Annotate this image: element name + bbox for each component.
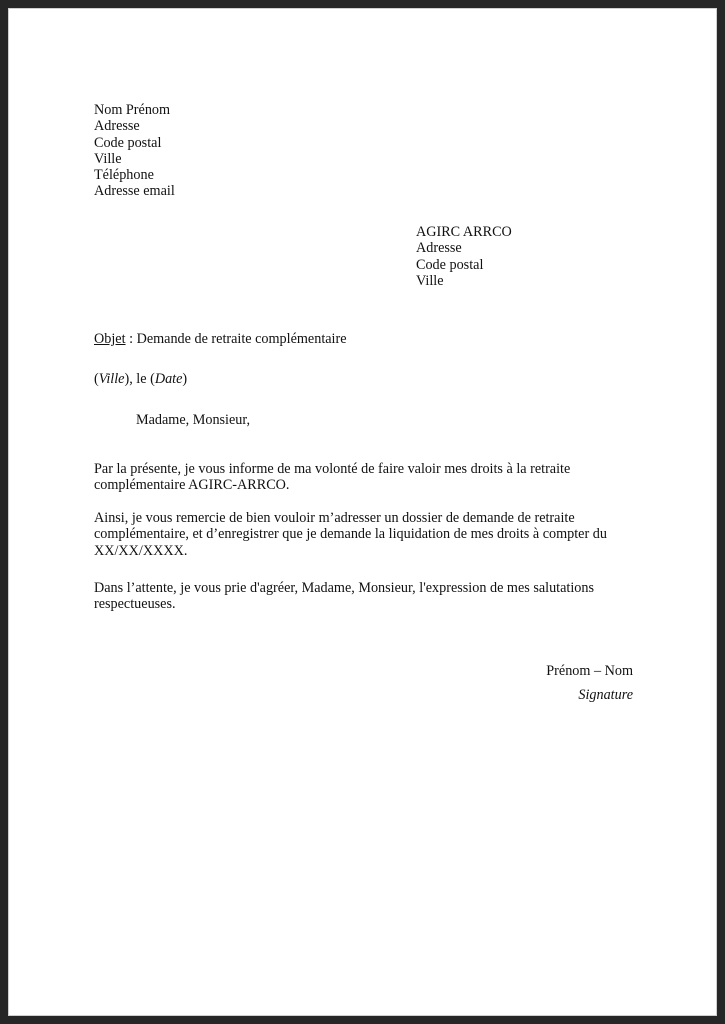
paragraph-line: respectueuses. [94, 596, 176, 613]
place-date-line [94, 371, 187, 387]
paragraph-2 [94, 510, 607, 559]
recipient-block [416, 224, 512, 289]
closing-name: Prénom – Nom [546, 663, 633, 679]
paragraph-line: Ainsi, je vous remercie de bien vouloir m’adresser un dossier de demande de retraite [94, 510, 575, 526]
paragraph-line: Dans l’attente, je vous prie d'agréer, Madame, Monsieur, l'expression de mes salutations [94, 580, 595, 596]
sender-name: Nom Prénom [94, 102, 171, 118]
recipient-name: AGIRC ARRCO [416, 224, 512, 240]
sender-block [94, 102, 175, 200]
place-placeholder: Ville [98, 371, 125, 387]
sender-address: Adresse [94, 118, 140, 135]
sender-city: Ville [94, 150, 122, 167]
paren: ) [182, 371, 188, 387]
paragraph-line: Par la présente, je vous informe de ma volonté de faire valoir mes droits à la retraite [94, 461, 571, 477]
paragraph-1 [94, 461, 570, 494]
sender-postal-code: Code postal [94, 134, 162, 151]
place-date-mid: ), le ( [124, 371, 155, 387]
paragraph-3 [94, 580, 594, 613]
salutation: Madame, Monsieur, [136, 412, 251, 428]
signature: Signature [578, 687, 633, 703]
paragraph-line: complémentaire AGIRC-ARRCO. [94, 477, 290, 494]
sender-email: Adresse email [94, 183, 175, 200]
recipient-city: Ville [416, 272, 444, 289]
subject-separator: : [125, 331, 137, 347]
subject-line [94, 331, 347, 347]
letter-page [8, 8, 717, 1016]
paragraph-line: complémentaire, et d’enregistrer que je demande la liquidation de mes droits à compter du [94, 526, 607, 543]
sender-phone: Téléphone [94, 167, 154, 184]
recipient-address: Adresse [416, 240, 462, 257]
paragraph-line: XX/XX/XXXX. [94, 542, 188, 559]
subject-text: Demande de retraite complémentaire [136, 331, 347, 347]
paren: ( [94, 371, 99, 387]
recipient-postal-code: Code postal [416, 256, 484, 273]
date-placeholder: Date [154, 371, 183, 387]
subject-label: Objet [94, 331, 126, 347]
